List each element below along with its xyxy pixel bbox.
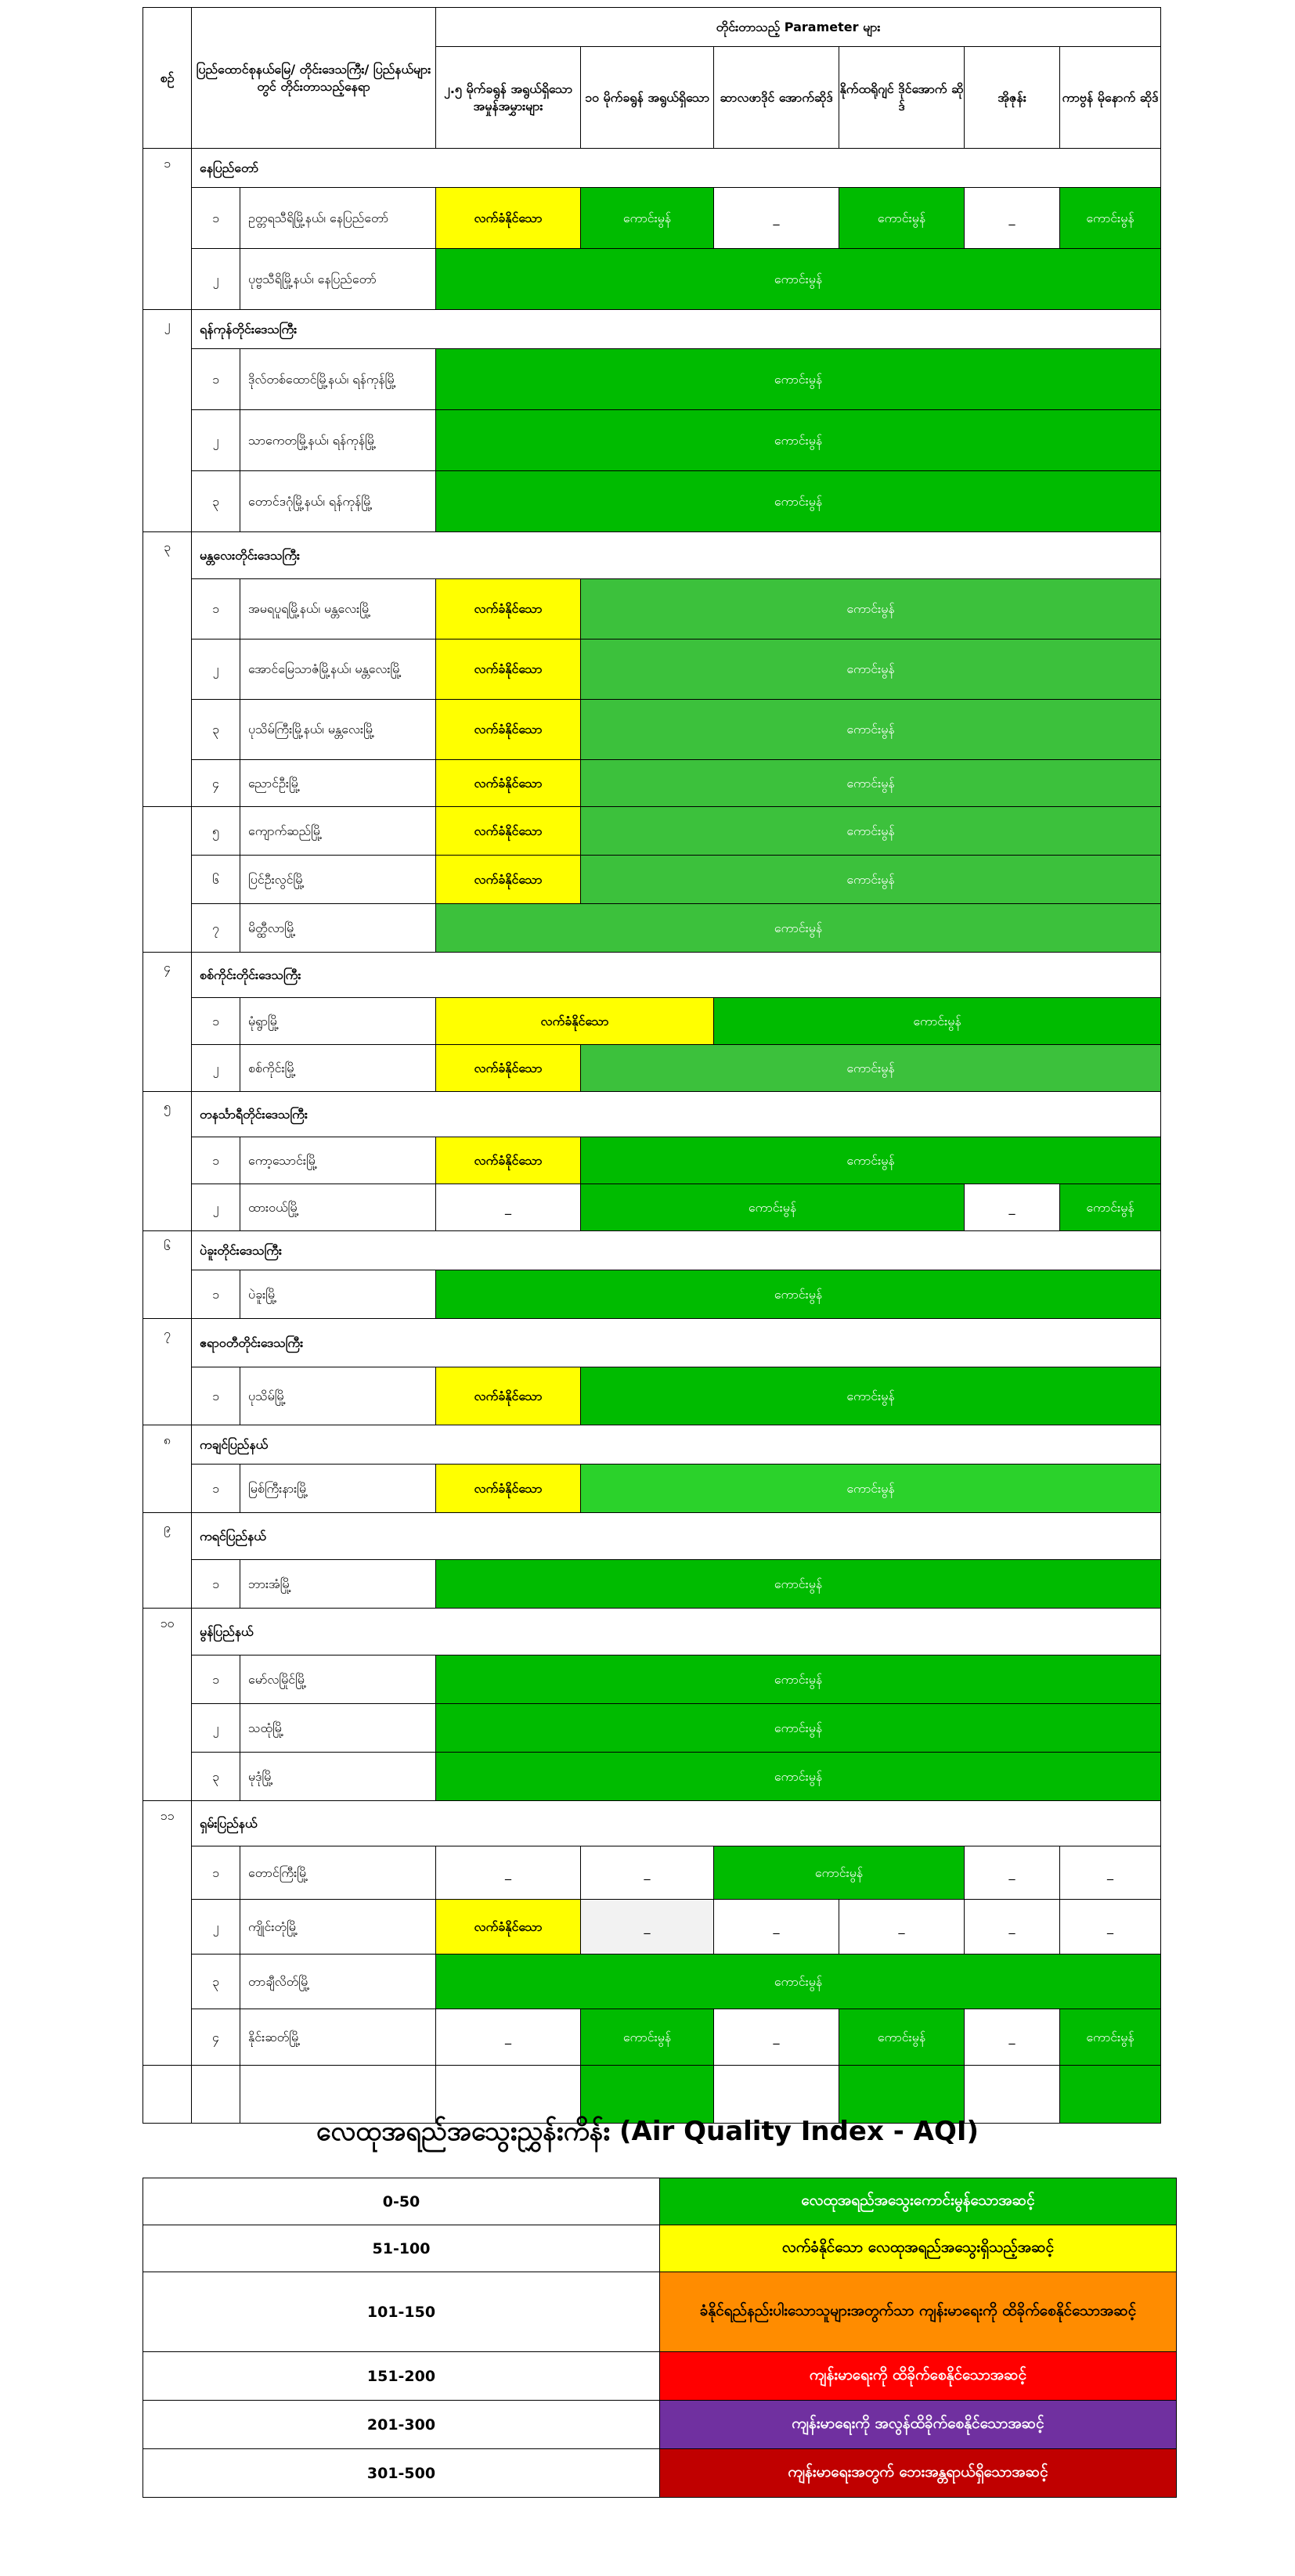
site-name: ပုသိမ်မြို့ — [240, 1367, 436, 1425]
site-no: ၁ — [192, 1270, 240, 1319]
status-moderate: လက်ခံနိုင်သော — [436, 700, 581, 760]
status-good: ကောင်းမွန် — [581, 579, 1161, 639]
site-no: ၁ — [192, 1465, 240, 1513]
region-name: တနင်္သာရီတိုင်းဒေသကြီး — [192, 1092, 1161, 1137]
region-no: ၂ — [143, 310, 192, 532]
status-good: ကောင်းမွန် — [581, 856, 1161, 904]
aqi-desc: လေထုအရည်အသွေးကောင်းမွန်သောအဆင့် — [660, 2178, 1177, 2225]
site-no: ၆ — [192, 856, 240, 904]
region-name: စစ်ကိုင်းတိုင်းဒေသကြီး — [192, 953, 1161, 998]
status-good: ကောင်းမွန် — [436, 1955, 1161, 2009]
site-name: ပုသိမ်ကြီးမြို့နယ်၊ မန္တလေးမြို့ — [240, 700, 436, 760]
header-site: ပြည်ထောင်စုနယ်မြေ/ တိုင်းဒေသကြီး/ ပြည်နယ်များတွင် တိုင်းတာသည့်နေရာ — [192, 8, 436, 149]
header-so2: ဆာလဖာဒိုင် အောက်ဆိုဒ် — [714, 47, 839, 149]
header-params: တိုင်းတာသည့် Parameter များ — [436, 8, 1161, 47]
region-no: ၄ — [143, 953, 192, 1092]
site-name: မုံရွာမြို့ — [240, 998, 436, 1045]
aqi-range: 201-300 — [143, 2401, 660, 2449]
region-name: ကရင်ပြည်နယ် — [192, 1513, 1161, 1560]
status-good: ကောင်းမွန် — [581, 1045, 1161, 1092]
site-no: ၂ — [192, 1184, 240, 1231]
site-name: ပဲခူးမြို့ — [240, 1270, 436, 1319]
status-good: ကောင်းမွန် — [581, 1367, 1161, 1425]
site-no: ၁ — [192, 1560, 240, 1609]
status-moderate: လက်ခံနိုင်သော — [436, 807, 581, 856]
status-dash: _ — [436, 1184, 581, 1231]
site-no: ၃ — [192, 700, 240, 760]
status-good: ကောင်းမွန် — [581, 639, 1161, 700]
site-no: ၁ — [192, 1655, 240, 1704]
status-good: ကောင်းမွန် — [581, 760, 1161, 807]
status-good: ကောင်းမွန် — [436, 249, 1161, 310]
site-name: သာကေတမြို့နယ်၊ ရန်ကုန်မြို့ — [240, 410, 436, 471]
status-moderate: လက်ခံနိုင်သော — [436, 579, 581, 639]
status-dash: _ — [436, 1846, 581, 1900]
region-no: ၁ — [143, 149, 192, 310]
header-pm25: ၂.၅ မိုက်ခရွန် အရွယ်ရှိသော အမှုန်အမွှားများ — [436, 47, 581, 149]
site-no: ၃ — [192, 471, 240, 532]
site-name: ဒိုလ်တစ်ထောင်မြို့နယ်၊ ရန်ကုန်မြို့ — [240, 349, 436, 410]
site-no: ၁ — [192, 1137, 240, 1184]
status-moderate: လက်ခံနိုင်သော — [436, 856, 581, 904]
status-dash: _ — [1060, 1846, 1161, 1900]
site-name: ညောင်ဦးမြို့ — [240, 760, 436, 807]
status-good: ကောင်းမွန် — [1060, 2009, 1161, 2066]
status-moderate: လက်ခံနိုင်သော — [436, 1137, 581, 1184]
region-no-blank — [143, 807, 192, 953]
status-dash: _ — [714, 2009, 839, 2066]
status-moderate: လက်ခံနိုင်သော — [436, 760, 581, 807]
site-no: ၄ — [192, 2009, 240, 2066]
site-no: ၂ — [192, 1900, 240, 1955]
status-dash: _ — [965, 2009, 1060, 2066]
site-name: သထုံမြို့ — [240, 1704, 436, 1753]
site-name: တောင်ဒဂုံမြို့နယ်၊ ရန်ကုန်မြို့ — [240, 471, 436, 532]
header-o3: အိုဇုန်း — [965, 47, 1060, 149]
region-no: ၉ — [143, 1513, 192, 1609]
site-no: ၁ — [192, 188, 240, 249]
region-no: ၆ — [143, 1231, 192, 1319]
status-good: ကောင်းမွန် — [436, 1655, 1161, 1704]
site-no: ၇ — [192, 904, 240, 953]
status-good: ကောင်းမွန် — [436, 1270, 1161, 1319]
status-good: ကောင်းမွန် — [436, 1560, 1161, 1609]
header-no2: နိုက်ထရိုဂျင် ဒိုင်အောက် ဆိုဒ် — [839, 47, 965, 149]
status-good: ကောင်းမွန် — [436, 410, 1161, 471]
status-good: ကောင်းမွန် — [581, 807, 1161, 856]
site-no: ၂ — [192, 1045, 240, 1092]
status-good: ကောင်းမွန် — [581, 188, 714, 249]
site-no: ၃ — [192, 1753, 240, 1801]
region-no: ၇ — [143, 1319, 192, 1425]
status-good: ကောင်းမွန် — [714, 1846, 965, 1900]
site-name: တာချီလိတ်မြို့ — [240, 1955, 436, 2009]
status-moderate: လက်ခံနိုင်သော — [436, 639, 581, 700]
region-name: မန္တလေးတိုင်းဒေသကြီး — [192, 532, 1161, 579]
site-no: ၂ — [192, 249, 240, 310]
air-quality-table — [142, 7, 1161, 2124]
status-good: ကောင်းမွန် — [581, 2009, 714, 2066]
aqi-range: 101-150 — [143, 2272, 660, 2352]
header-pm10: ၁၀ မိုက်ခရွန် အရွယ်ရှိသော — [581, 47, 714, 149]
status-dash: _ — [436, 2009, 581, 2066]
aqi-desc: ခံနိုင်ရည်နည်းပါးသောသူများအတွက်သာ ကျန်းမာရေးကို ထိခိုက်စေနိုင်သောအဆင့် — [660, 2272, 1177, 2352]
site-name: ပြင်ဦးလွင်မြို့ — [240, 856, 436, 904]
status-moderate: လက်ခံနိုင်သော — [436, 1900, 581, 1955]
site-no: ၁ — [192, 1367, 240, 1425]
status-good: ကောင်းမွန် — [436, 471, 1161, 532]
site-name: မုဒုံမြို့ — [240, 1753, 436, 1801]
aqi-range: 301-500 — [143, 2449, 660, 2498]
status-dash: _ — [839, 1900, 965, 1955]
site-no: ၂ — [192, 639, 240, 700]
region-name: ဧရာဝတီတိုင်းဒေသကြီး — [192, 1319, 1161, 1367]
status-good: ကောင်းမွန် — [436, 1704, 1161, 1753]
site-no: ၂ — [192, 1704, 240, 1753]
aqi-desc: ကျန်းမာရေးကို ထိခိုက်စေနိုင်သောအဆင့် — [660, 2352, 1177, 2401]
site-no: ၁ — [192, 349, 240, 410]
site-no: ၁ — [192, 998, 240, 1045]
site-name: စစ်ကိုင်းမြို့ — [240, 1045, 436, 1092]
aqi-legend-table — [142, 2178, 1177, 2498]
header-no: စဉ် — [143, 8, 192, 149]
status-dash: _ — [965, 1184, 1060, 1231]
region-name: ကချင်ပြည်နယ် — [192, 1425, 1161, 1465]
status-moderate: လက်ခံနိုင်သော — [436, 1367, 581, 1425]
status-good: ကောင်းမွန် — [1060, 1184, 1161, 1231]
aqi-range: 151-200 — [143, 2352, 660, 2401]
status-dash: _ — [714, 1900, 839, 1955]
region-no: ၅ — [143, 1092, 192, 1231]
status-good: ကောင်းမွန် — [714, 998, 1161, 1045]
site-name: ဘားအံမြို့ — [240, 1560, 436, 1609]
site-no: ၄ — [192, 760, 240, 807]
status-good: ကောင်းမွန် — [581, 1137, 1161, 1184]
site-no: ၃ — [192, 1955, 240, 2009]
site-name: ကျိုင်းတုံမြို့ — [240, 1900, 436, 1955]
aqi-range: 51-100 — [143, 2225, 660, 2272]
region-name: နေပြည်တော် — [192, 149, 1161, 188]
region-name: ရန်ကုန်တိုင်းဒေသကြီး — [192, 310, 1161, 349]
status-dash: _ — [965, 188, 1060, 249]
site-name: ထားဝယ်မြို့ — [240, 1184, 436, 1231]
aqi-range: 0-50 — [143, 2178, 660, 2225]
aqi-desc: လက်ခံနိုင်သော လေထုအရည်အသွေးရှိသည့်အဆင့် — [660, 2225, 1177, 2272]
status-good: ကောင်းမွန် — [436, 349, 1161, 410]
region-no: ၁၁ — [143, 1801, 192, 2066]
region-name: ပဲခူးတိုင်းဒေသကြီး — [192, 1231, 1161, 1270]
aqi-desc: ကျန်းမာရေးအတွက် ဘေးအန္တရာယ်ရှိသောအဆင့် — [660, 2449, 1177, 2498]
site-name: တောင်ကြီးမြို့ — [240, 1846, 436, 1900]
status-dash: _ — [965, 1900, 1060, 1955]
site-name: အောင်မြေသာဇံမြို့နယ်၊ မန္တလေးမြို့ — [240, 639, 436, 700]
status-moderate: လက်ခံနိုင်သော — [436, 1465, 581, 1513]
status-dash: _ — [581, 1846, 714, 1900]
status-good: ကောင်းမွန် — [1060, 188, 1161, 249]
region-no: ၃ — [143, 532, 192, 807]
region-no: ၈ — [143, 1425, 192, 1513]
status-dash: _ — [581, 1900, 714, 1955]
status-good: ကောင်းမွန် — [581, 700, 1161, 760]
region-no: ၁၀ — [143, 1609, 192, 1801]
status-dash: _ — [965, 1846, 1060, 1900]
status-moderate: လက်ခံနိုင်သော — [436, 998, 714, 1045]
site-name: အမရပူရမြို့နယ်၊ မန္တလေးမြို့ — [240, 579, 436, 639]
site-name: နိုင်းဆတ်မြို့ — [240, 2009, 436, 2066]
site-no: ၅ — [192, 807, 240, 856]
status-good: ကောင်းမွန် — [581, 1184, 965, 1231]
site-name: ကော့သောင်းမြို့ — [240, 1137, 436, 1184]
site-no: ၁ — [192, 1846, 240, 1900]
status-good: ကောင်းမွန် — [436, 1753, 1161, 1801]
site-name: ပုဗ္ဗသီရိမြို့နယ်၊ နေပြည်တော် — [240, 249, 436, 310]
site-no: ၁ — [192, 579, 240, 639]
status-good: ကောင်းမွန် — [839, 2009, 965, 2066]
status-moderate: လက်ခံနိုင်သော — [436, 1045, 581, 1092]
status-moderate: လက်ခံနိုင်သော — [436, 188, 581, 249]
region-name: မွန်ပြည်နယ် — [192, 1609, 1161, 1655]
status-dash: _ — [714, 188, 839, 249]
header-co: ကာဗွန် မိုနောက် ဆိုဒ် — [1060, 47, 1161, 149]
region-name: ရှမ်းပြည်နယ် — [192, 1801, 1161, 1846]
site-name: မိတ္ထီလာမြို့ — [240, 904, 436, 953]
aqi-desc: ကျန်းမာရေးကို အလွန်ထိခိုက်စေနိုင်သောအဆင့် — [660, 2401, 1177, 2449]
site-name: မြစ်ကြီးနားမြို့ — [240, 1465, 436, 1513]
status-good: ကောင်းမွန် — [436, 904, 1161, 953]
status-dash: _ — [1060, 1900, 1161, 1955]
aqi-title: လေထုအရည်အသွေးညွှန်းကိန်း (Air Quality Index - AQI) — [316, 2116, 979, 2147]
status-good: ကောင်းမွန် — [581, 1465, 1161, 1513]
site-name: ကျောက်ဆည်မြို့ — [240, 807, 436, 856]
site-name: မော်လမြိုင်မြို့ — [240, 1655, 436, 1704]
status-good: ကောင်းမွန် — [839, 188, 965, 249]
site-name: ဥတ္တရသီရိမြို့နယ်၊ နေပြည်တော် — [240, 188, 436, 249]
site-no: ၂ — [192, 410, 240, 471]
